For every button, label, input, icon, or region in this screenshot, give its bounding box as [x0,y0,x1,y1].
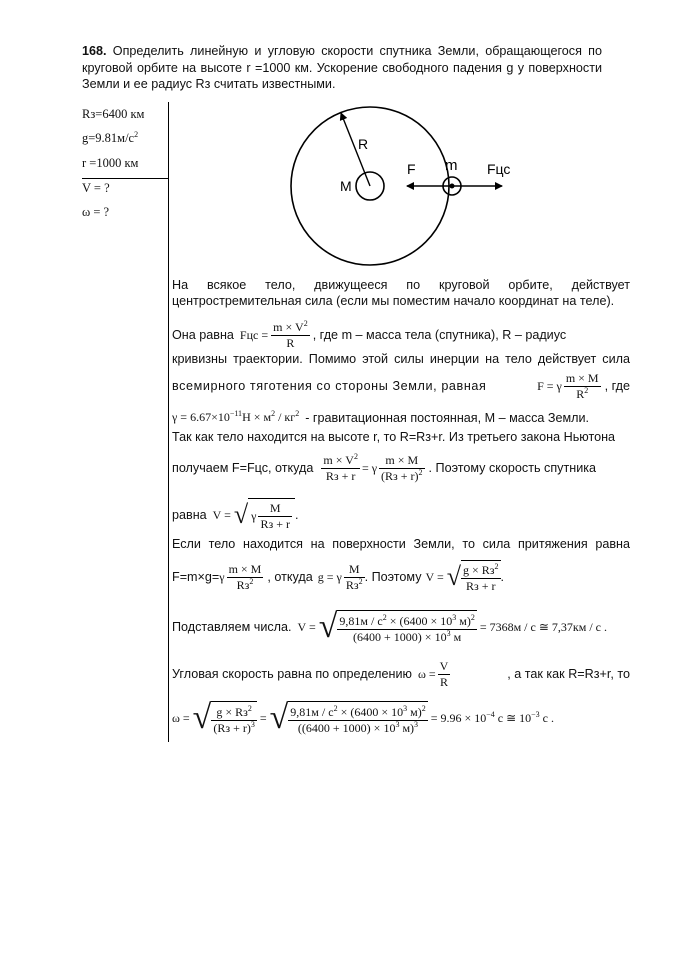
velocity-result: = 7368м / с ≅ 7,37км / с . [479,619,607,634]
formula-g-fraction: $\frac{M}{Rз^2}$ [345,561,363,592]
omega-result: = $9.96 \times 10^{-4}$ с ≅ $10^{-3}$ с . [430,709,554,725]
sqrt-numeric: √ $\frac{9,81м / с^2 \times (6400 \times 10^3 м)^2}{(6400 + 1000) \times 10^3 м}$ [318,608,475,645]
formula-omega-def: $\frac{V}{R}$ [439,658,449,689]
para-11: Угловая скорость равна по определению ω = $\frac{V}{R}$ , а так как R=Rз+r, то [172,658,630,689]
given-divider-horizontal [82,178,168,179]
problem-statement [82,43,602,93]
para-1-line-1: На всякое тело, движущееся по круговой орбите, действует [172,278,630,292]
given-gravity: $g=9.81м/с^2$ [82,129,139,145]
formula-fmg-fraction: $\frac{m \times M}{Rз^2}$ [228,561,262,592]
para-8: Если тело находится на поверхности Земли, то сила притяжения равна [172,537,630,551]
para-5: Так как тело находится на высоте r, то R=Rз+r. Из третьего закона Ньютона [172,430,616,444]
orbit-diagram [280,100,530,280]
sqrt-omega-numeric: √ $\frac{9,81м / с^2 \times (6400 \times 10^3 м)^2}{((6400 + 1000) \times 10^3 м)^3}$ [269,699,426,736]
label-F: F [407,161,416,177]
formula-balance-left: $\frac{m \times V^2}{Rз + r}$ [323,451,358,483]
formula-gamma: $\gamma = 6.67\times 10^{-11}Н \times м^2 / кг^2$ [172,409,300,424]
para-3-line-1: кривизны траектории. Помимо этой силы инерции на тело действует сила [172,352,630,366]
para-3-line-2: всемирного тяготения со стороны Земли, равная F = γ $\frac{m \times M}{R^2}$ , где [172,370,630,401]
problem-number: 168. [82,44,107,58]
formula-fcs-lhs: Fцс = [239,327,269,342]
find-velocity: V = ? [82,181,110,195]
sqrt-velocity: √ γ $\frac{M}{Rз + r}$ [234,498,295,532]
find-angular-velocity: ω = ? [82,205,110,219]
label-m: m [445,157,458,174]
given-height: r =1000 км [82,156,139,170]
sqrt-velocity-g: √ $\frac{g \times Rз^2}{Rз + r}$ [446,562,499,593]
label-R: R [358,136,369,152]
formula-fcs-fraction: $\frac{m \times V^2}{R}$ [273,318,308,350]
label-Fcs: Fцс [487,161,511,177]
given-earth-radius: Rз=6400 км [82,107,145,121]
formula-gravity-fraction: $\frac{m \times M}{R^2}$ [565,370,599,401]
para-1-line-2: центростремительная сила (если мы поместим начало координат на теле). [172,294,615,308]
para-4: $\gamma = 6.67\times 10^{-11}Н \times м^2 / кг^2$ - гравитационная постоянная, M – масса Земли. [172,409,590,425]
para-2: Она равна Fцс = $\frac{m \times V^2}{R}$ , где m – масса тела (спутника), R – радиус [172,318,567,350]
problem-line-1: 168. Определить линейную и угловую скорости спутника Земли, обращающегося по [82,44,603,58]
sqrt-omega-symbolic: √ $\frac{g \times Rз^2}{(Rз + r)^3}$ [192,699,255,736]
para-10: Подставляем числа. V = √ $\frac{9,81м / с^2 \times (6400 \times 10^3 м)^2}{(6400 + 1000) \times 10^3 м}$ = 7368м / с ≅ 7,37км / с . [172,608,607,645]
formula-gravity-lhs: F = γ [537,378,562,393]
formula-balance-right: $\frac{m \times M}{(Rз + r)^2}$ [381,452,423,483]
para-12: ω = √ $\frac{g \times Rз^2}{(Rз + r)^3}$ = √ $\frac{9,81м / с^2 \times (6400 \times 10^3 м)^2}{((6400 + 1000) \times 10^3 м)^3}$ = $9.96 \times 10^{-4}$ с ≅ $10^{-3}$ с . [172,699,554,736]
problem-line-3: Земли и ее радиус Rз считать известными. [82,77,336,91]
para-6: получаем F=Fцс, откуда $\frac{m \times V^2}{Rз + r}$ = γ $\frac{m \times M}{(Rз + r)^2}$ . Поэтому скорость спутника [172,451,597,483]
para-9: F=m×g= γ $\frac{m \times M}{Rз^2}$ , откуда g = γ $\frac{M}{Rз^2}$ . Поэтому V = √ $\frac{g \times Rз^2}{Rз + r}$ . [172,561,505,593]
problem-line-2: круговой орбите на высоте r =1000 км. Ускорение свободного падения g у поверхности [82,60,602,75]
given-divider-vertical [168,102,169,742]
label-M: M [340,178,352,194]
para-7: равна V = √ γ $\frac{M}{Rз + r}$ . [172,500,299,531]
